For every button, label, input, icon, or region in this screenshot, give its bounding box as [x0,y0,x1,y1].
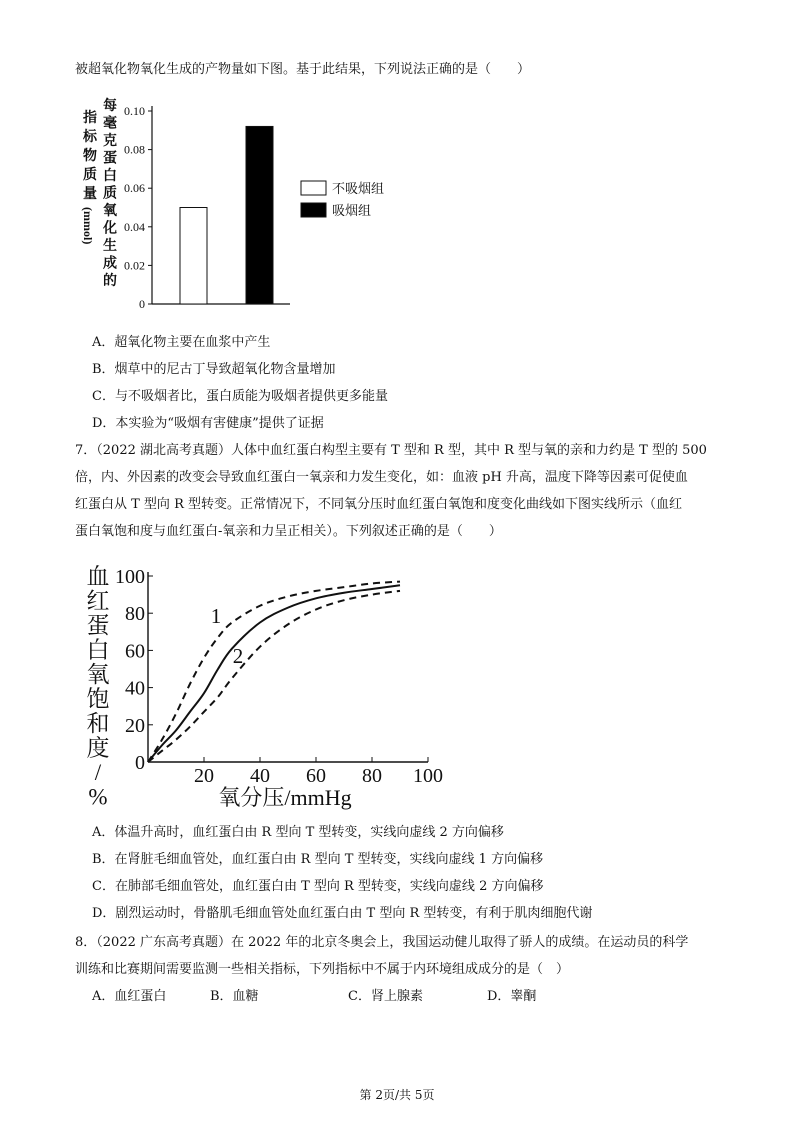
bar-ylabel-left-char: 标 [83,130,97,145]
curve-dashed-1 [148,582,400,762]
bar-ylabel-right-char: 白 [103,169,117,184]
bar-ylabel-right-char: 氧 [103,204,117,219]
q8-option-d: D．睾酮 [487,989,537,1004]
bar-tick-label: 0.04 [124,219,145,234]
q6-option-b: B．烟草中的尼古丁导致超氧化物含量增加 [92,362,336,377]
q8-option-c: C．肾上腺素 [348,989,423,1004]
bar-ylabel-right-char: 每 [103,99,117,114]
line-ylabel-char: % [88,784,108,810]
bar-tick-label: 0 [139,297,145,311]
bar-ylabel-right-char: 质 [103,186,117,202]
bar-tick-label: 0.02 [124,258,145,273]
bar-smoker [246,126,273,304]
curve-label-1: 1 [210,604,222,628]
line-ylabel-char: 血 [86,564,110,589]
bar-tick-label: 0.10 [124,104,145,118]
line-ytick-label: 100 [115,566,145,588]
line-ytick-label: 20 [125,714,145,737]
bar-ylabel-left-char: 指 [83,111,97,126]
q8-line-1: 8．（2022 广东高考真题）在 2022 年的北京冬奥会上，我国运动健儿取得了骄人的成绩。在运动员的科学 [75,935,689,950]
line-ytick-label: 0 [135,752,145,774]
line-ytick-label: 60 [125,640,145,663]
line-ytick-label: 40 [125,677,145,700]
bar-ylabel-right-char: 毫 [103,116,117,132]
line-xtick-label: 80 [362,765,382,787]
bar-ylabel-left-char: 量 [83,187,97,202]
bar-ylabel-left-char: 物 [83,149,97,164]
legend-swatch [301,181,326,195]
bar-ylabel-left-char: 质 [83,168,97,183]
legend-swatch [301,203,326,217]
bar-tick-label: 0.08 [124,142,145,157]
page-footer: 第 2页/共 5页 [359,1088,435,1102]
line-xtick-label: 20 [194,765,214,787]
bar-ylabel-right-char: 的 [103,274,117,289]
line-xlabel: 氧分压/mmHg [218,785,352,810]
q8-option-a: A．血红蛋白 [92,989,167,1004]
q7-option-c: C．在肺部毛细血管处，血红蛋白由 T 型向 R 型转变，实线向虚线 2 方向偏移 [92,879,544,894]
q6-option-a: A．超氧化物主要在血浆中产生 [92,335,271,350]
q7-option-d: D．剧烈运动时，骨骼肌毛细血管处血红蛋白由 T 型向 R 型转变，有利于肌肉细胞代谢 [92,906,593,921]
bar-ylabel-right-char: 蛋 [103,151,117,167]
line-ytick-label: 80 [125,603,145,626]
q6-option-c: C．与不吸烟者比，蛋白质能为吸烟者提供更多能量 [92,389,388,404]
q7-line-4: 蛋白氧饱和度与血红蛋白-氧亲和力呈正相关）。下列叙述正确的是（ ） [75,524,502,539]
line-ylabel-char: 和 [86,711,110,736]
q6-intro: 被超氧化物氧化生成的产物量如下图。基于此结果，下列说法正确的是（ ） [75,62,531,77]
line-ylabel-char: 饱 [86,686,110,712]
bar-ylabel-right-char: 化 [103,221,117,237]
line-ylabel-char: 红 [86,588,110,614]
bar-nonsmoker [180,208,207,305]
q7-option-a: A．体温升高时，血红蛋白由 R 型向 T 型转变，实线向虚线 2 方向偏移 [92,825,504,840]
curve-dashed-2 [148,591,400,762]
q7-line-1: 7．（2022 湖北高考真题）人体中血红蛋白构型主要有 T 型和 R 型，其中 R 型与氧的亲和力约是 T 型的 500 [75,443,707,458]
legend-label: 不吸烟组 [332,181,385,196]
bar-ylabel-right-char: 生 [103,239,117,254]
q6-option-d: D．本实验为“吸烟有害健康”提供了证据 [92,416,324,431]
line-xtick-label: 40 [250,765,270,787]
bar-ylabel-right [102,97,118,289]
line-xtick-label: 100 [413,765,443,787]
bar-ylabel-right-char: 克 [103,134,117,149]
bar-tick-label: 0.06 [124,181,145,196]
bar-ylabel-left [81,109,98,244]
line-ylabel-char: 白 [86,637,110,663]
line-ylabel-char: / [94,760,102,785]
line-ylabel-char: 氧 [86,662,110,687]
q7-line-2: 倍，内、外因素的改变会导致血红蛋白一氧亲和力发生变化，如：血液 pH 升高，温度下降等因素可促使血 [75,470,688,485]
legend-label: 吸烟组 [332,203,372,218]
bar-ylabel-unit: (mmol) [81,207,95,245]
curve-label-2: 2 [232,644,244,668]
line-ylabel-char: 蛋 [86,613,110,638]
line-ylabel-char: 度 [86,735,110,761]
line-xtick-label: 60 [306,765,326,787]
bar-ylabel-right-char: 成 [103,256,117,272]
q7-line-3: 红蛋白从 T 型向 R 型转变。正常情况下，不同氧分压时血红蛋白氧饱和度变化曲线如下图实线所示（血红 [75,497,682,512]
line-ylabel [87,564,110,810]
curve-solid [148,585,400,762]
q7-option-b: B．在肾脏毛细血管处，血红蛋白由 R 型向 T 型转变，实线向虚线 1 方向偏移 [92,852,544,867]
q8-option-b: B．血糖 [210,989,259,1004]
q8-line-2: 训练和比赛期间需要监测一些相关指标，下列指标中不属于内环境组成成分的是（ ） [75,962,570,977]
